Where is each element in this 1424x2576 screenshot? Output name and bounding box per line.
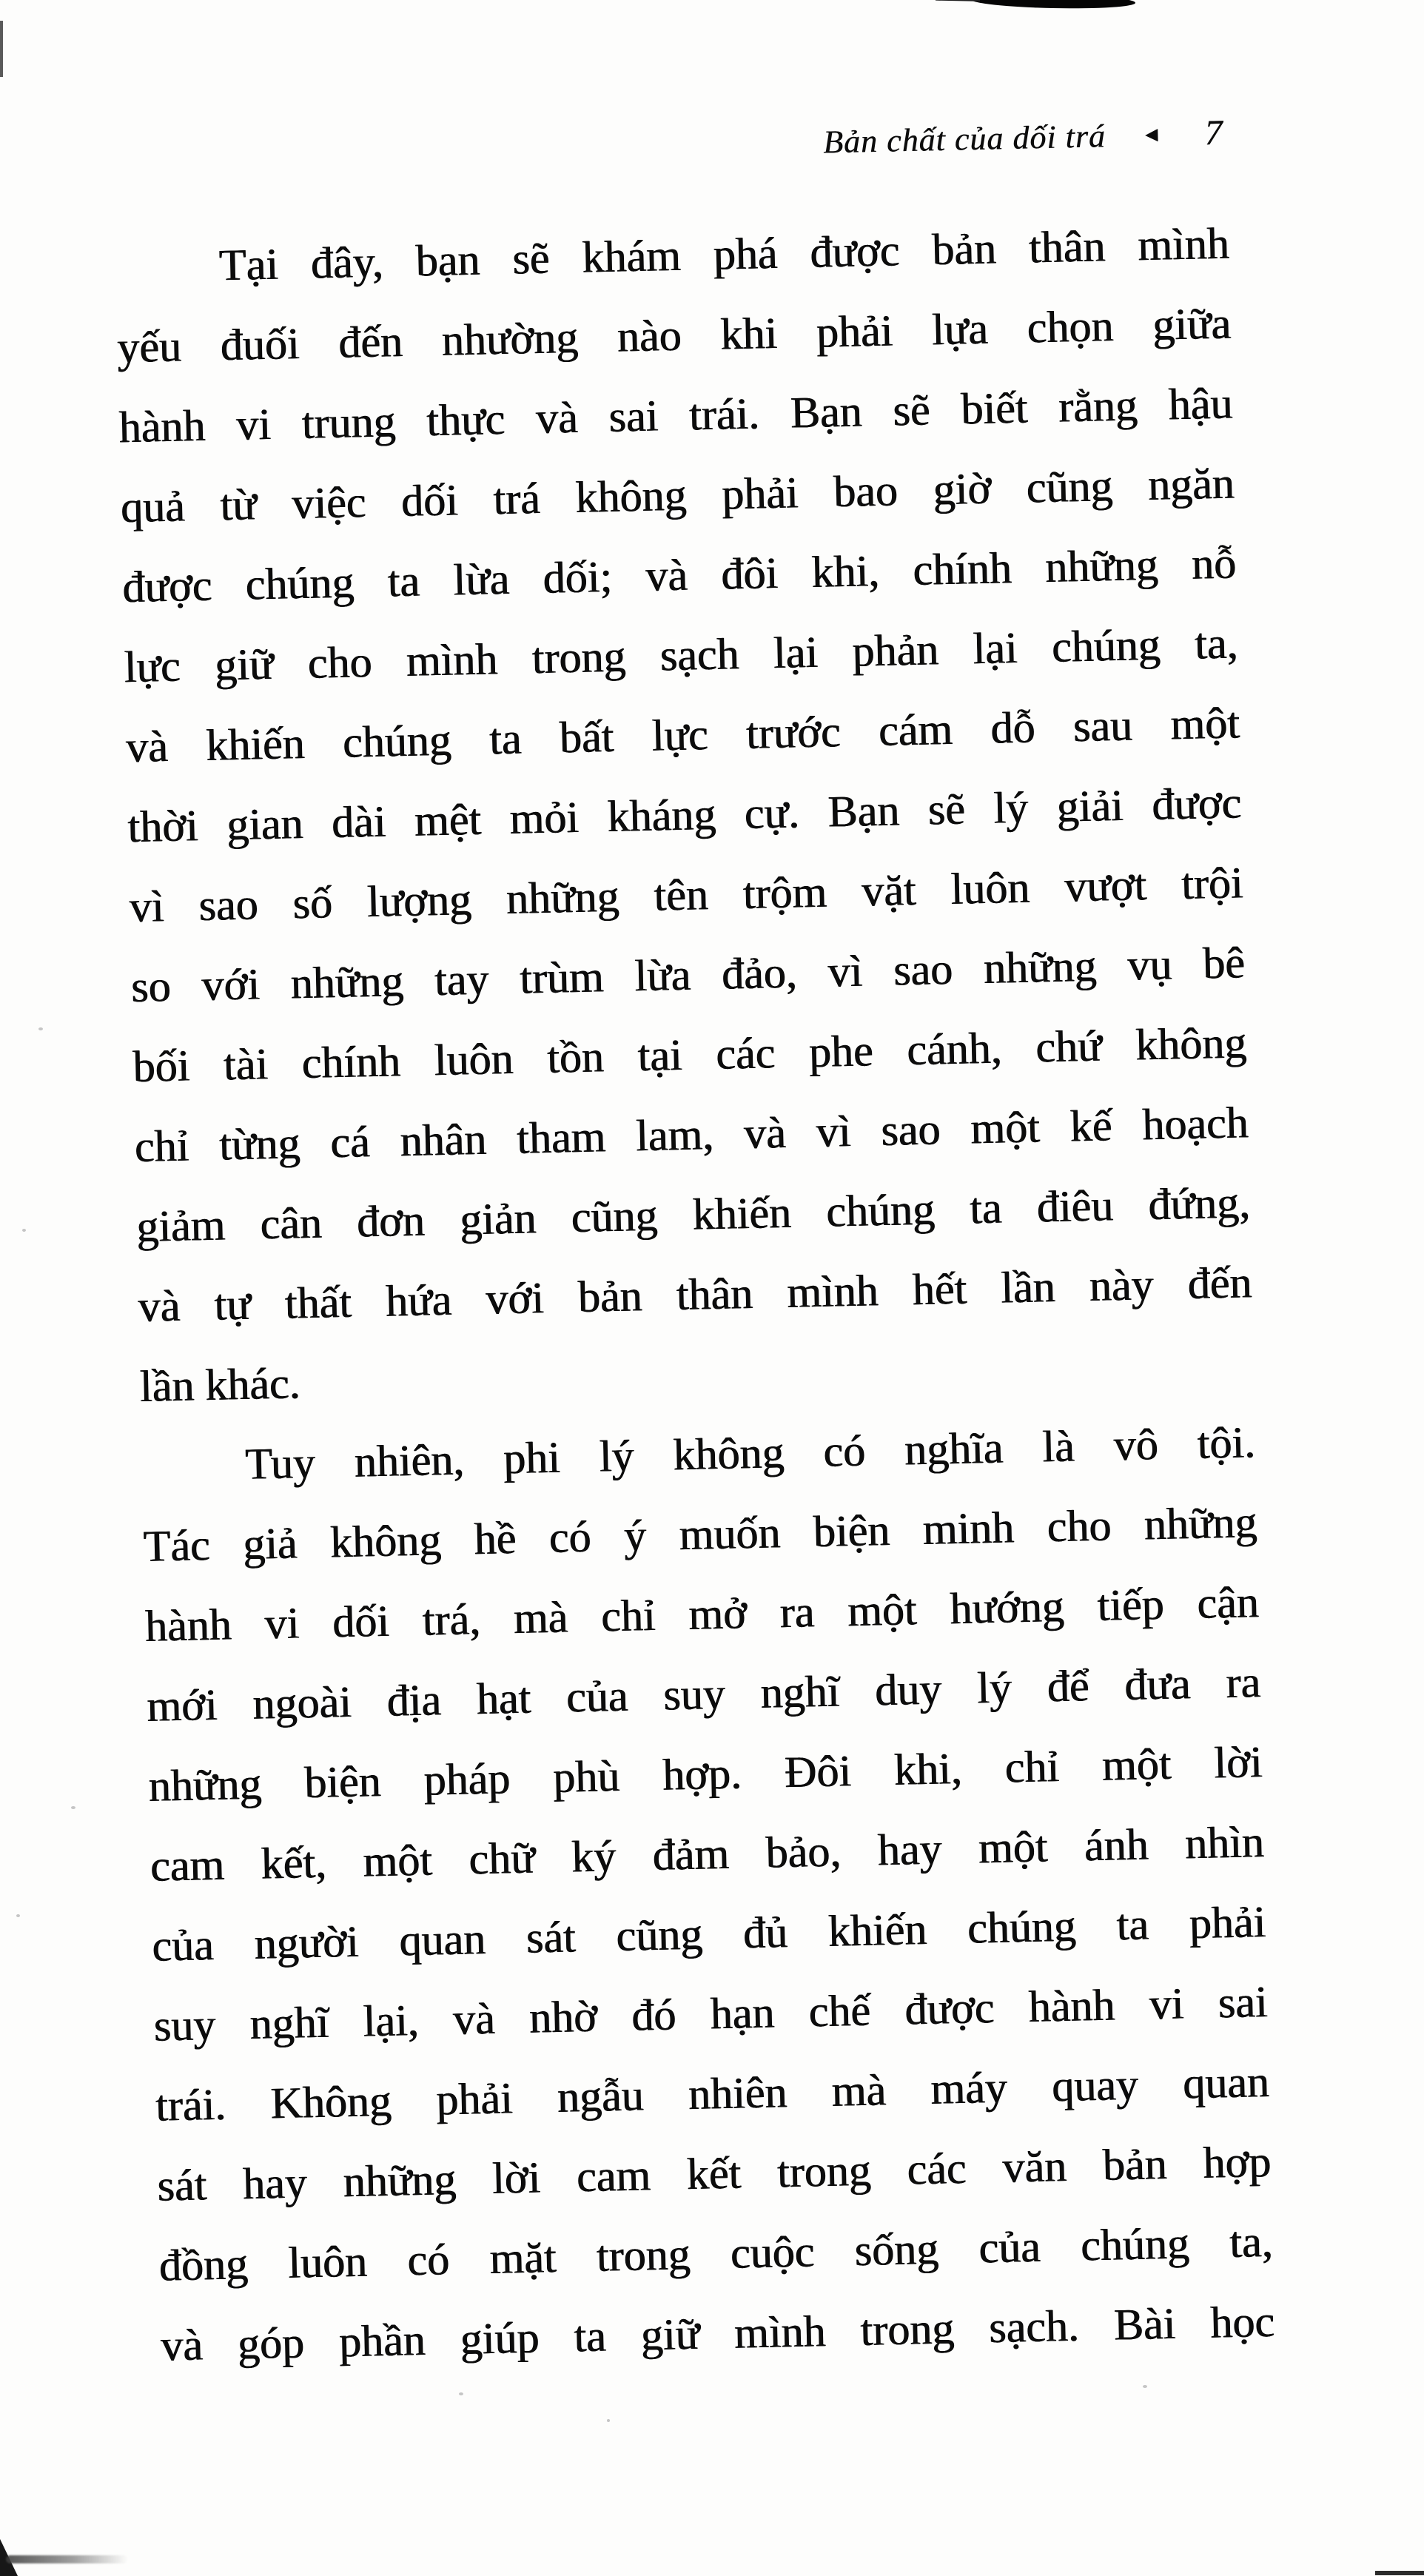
- scan-artifact-bottom-right-dash: [1375, 2571, 1424, 2575]
- text-line: vì sao số lượng những tên trộm vặt luôn vượt trội: [129, 858, 1244, 932]
- text-line: so với những tay trùm lừa đảo, vì sao những vụ bê: [130, 938, 1246, 1012]
- text-line: cam kết, một chữ ký đảm bảo, hay một ánh nhìn: [150, 1817, 1265, 1891]
- text-line: quả từ việc dối trá không phải bao giờ cũng ngăn: [120, 458, 1235, 532]
- text-line: suy nghĩ lại, và nhờ đó hạn chế được hành vi sai: [153, 1976, 1269, 2050]
- text-line: và góp phần giúp ta giữ mình trong sạch. Bài học: [160, 2296, 1275, 2370]
- scan-speck: [1143, 2385, 1147, 2388]
- text-line: và khiến chúng ta bất lực trước cám dỗ sau một: [125, 698, 1240, 772]
- text-line: bối tài chính luôn tồn tại các phe cánh, chứ không: [132, 1018, 1247, 1092]
- text-line: được chúng ta lừa dối; và đôi khi, chính những nỗ: [121, 538, 1237, 612]
- scan-artifact-top-smudge: [971, 0, 1135, 10]
- page-body: [115, 204, 1275, 2386]
- text-line: hành vi dối trá, mà chỉ mở ra một hướng tiếp cận: [144, 1577, 1260, 1651]
- paragraph: [141, 1402, 1275, 2386]
- text-line: giảm cân đơn giản cũng khiến chúng ta điêu đứng,: [135, 1178, 1251, 1252]
- text-line: lực giữ cho mình trong sạch lại phản lại chúng ta,: [124, 618, 1239, 692]
- text-line: lần khác.: [139, 1358, 301, 1412]
- text-line: và tự thất hứa với bản thân mình hết lần này đến: [137, 1258, 1253, 1332]
- page-content: [112, 113, 1275, 2386]
- text-line: mới ngoài địa hạt của suy nghĩ duy lý để đưa ra: [146, 1657, 1261, 1731]
- scan-speck: [22, 1229, 26, 1232]
- text-line: thời gian dài mệt mỏi kháng cự. Bạn sẽ lý giải được: [127, 778, 1242, 852]
- scan-speck: [38, 1027, 43, 1030]
- text-line: Tác giả không hề có ý muốn biện minh cho những: [143, 1497, 1258, 1571]
- text-line: của người quan sát cũng đủ khiến chúng ta phải: [151, 1897, 1266, 1970]
- running-header: [112, 113, 1227, 178]
- text-line: sát hay những lời cam kết trong các văn bản hợp: [156, 2136, 1272, 2210]
- text-line: yếu đuối đến nhường nào khi phải lựa chọn giữa: [116, 298, 1232, 372]
- left-triangle-icon: ◄: [1141, 123, 1162, 147]
- text-line: đồng luôn có mặt trong cuộc sống của chúng ta,: [158, 2216, 1274, 2290]
- text-line: Tuy nhiên, phi lý không có nghĩa là vô tội.: [244, 1418, 1256, 1489]
- text-line: hành vi trung thực và sai trái. Bạn sẽ biết rằng hậu: [118, 378, 1234, 452]
- text-line: những biện pháp phù hợp. Đôi khi, chỉ một lời: [148, 1737, 1263, 1811]
- scan-artifact-left-tick: [0, 21, 3, 77]
- scan-speck: [607, 2419, 610, 2422]
- page-number: 7: [1203, 113, 1223, 153]
- scan-speck: [16, 1914, 20, 1917]
- text-line: chỉ từng cá nhân tham lam, và vì sao một kế hoạch: [134, 1098, 1249, 1172]
- text-line: trái. Không phải ngẫu nhiên mà máy quay quan: [155, 2056, 1270, 2130]
- paragraph: [115, 204, 1255, 1426]
- scan-speck: [459, 2392, 463, 2395]
- text-line: Tại đây, bạn sẽ khám phá được bản thân mình: [218, 218, 1230, 290]
- running-title: Bản chất của dối trá: [822, 118, 1106, 161]
- scan-artifact-corner-streak: [6, 2555, 128, 2563]
- scan-speck: [71, 1806, 75, 1809]
